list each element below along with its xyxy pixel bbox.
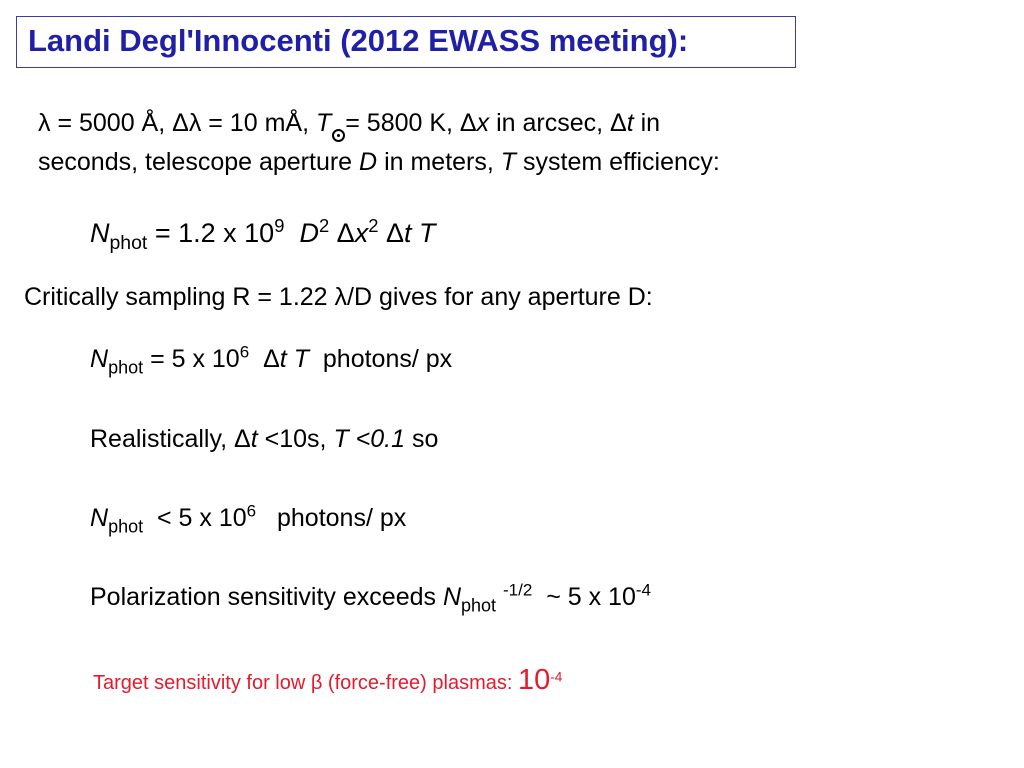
lt-10s-text: <10s, (264, 425, 327, 453)
in-meters-text: in meters, (384, 148, 494, 176)
realistic-text: Realistically, Δ (90, 425, 251, 453)
photon-equation-1 (90, 214, 436, 254)
n-symbol: N (90, 345, 109, 373)
eq2-equals: = 5 x 10 (150, 345, 240, 373)
phot-subscript: phot (108, 357, 144, 378)
arcsec-text: in arcsec, Δ (496, 109, 627, 137)
critical-sampling-text: Critically sampling R = 1.22 λ/D gives for any aperture D: (24, 283, 653, 311)
units-text: photons/ px (276, 504, 407, 532)
target-ten: 10 (517, 664, 551, 696)
delta-sign: Δ (263, 345, 280, 373)
delta-x-sign: Δ (336, 218, 355, 248)
so-text: so (411, 425, 439, 453)
system-efficiency-text: system efficiency: (523, 148, 720, 176)
delta-t-sign: Δ (385, 218, 404, 248)
target-line (93, 666, 562, 695)
eq2-exponent: 6 (239, 342, 250, 362)
realistic-line (90, 427, 438, 452)
x-exponent: 2 (368, 214, 379, 236)
phot-subscript: phot (108, 516, 144, 537)
seconds-text: seconds, telescope aperture (38, 148, 353, 176)
assumptions-line-1 (38, 111, 660, 142)
t-symbol: t (279, 345, 287, 373)
eq3-exponent: 6 (246, 501, 257, 521)
target-exponent: -4 (550, 669, 563, 685)
eq1-exponent: 9 (274, 214, 285, 236)
efficiency-t-symbol: T (333, 425, 349, 453)
t-symbol: t (404, 218, 412, 248)
t-variable: t (626, 109, 634, 137)
target-text: Target sensitivity for low β (force-free) plasmas: (93, 672, 513, 694)
lambda-text: λ = 5000 Å, Δλ = 10 mÅ, (38, 109, 310, 137)
photon-equation-3 (90, 501, 407, 537)
efficiency-t-symbol: T (293, 345, 309, 373)
lt-value: <0.1 (355, 425, 406, 453)
x-symbol: x (354, 218, 369, 248)
polarization-exponent: -1/2 (503, 580, 533, 600)
aperture-symbol: D (359, 148, 378, 176)
eq3-lt: < 5 x 10 (157, 504, 247, 532)
in-word: in (640, 109, 661, 137)
efficiency-symbol: T (500, 148, 517, 176)
polarization-line (90, 580, 651, 616)
n-symbol: N (442, 583, 462, 611)
efficiency-t-symbol: T (419, 218, 436, 248)
n-symbol: N (90, 504, 109, 532)
temperature-value: = 5800 K, Δ (345, 109, 477, 137)
eq1-equals: = 1.2 x 10 (154, 218, 275, 248)
units-text: photons/ px (322, 345, 453, 373)
d-exponent: 2 (318, 214, 330, 236)
sun-icon (332, 129, 345, 142)
phot-subscript: phot (109, 231, 148, 254)
d-symbol: D (299, 218, 319, 248)
t-symbol: t (250, 425, 258, 453)
x-variable: x (476, 109, 490, 137)
temperature-symbol: T (315, 109, 332, 137)
polarization-text: Polarization sensitivity exceeds (90, 583, 436, 611)
phot-subscript: phot (461, 595, 497, 616)
photon-equation-2 (90, 342, 453, 378)
slide-title: Landi Degl'Innocenti (2012 EWASS meeting): (28, 23, 689, 58)
approx-text: ~ 5 x 10 (546, 583, 636, 611)
assumptions-line-2 (38, 150, 720, 175)
approx-exponent: -4 (635, 580, 651, 600)
n-symbol: N (90, 218, 110, 248)
